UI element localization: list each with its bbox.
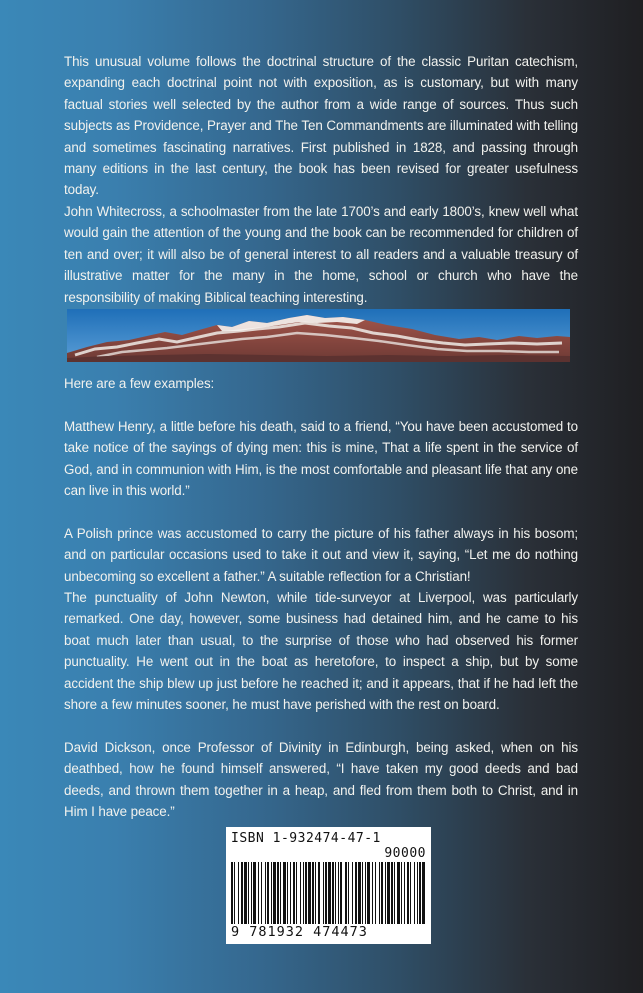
barcode-bar	[365, 862, 366, 924]
barcode-bars	[231, 862, 426, 924]
barcode-bar	[251, 862, 252, 924]
example-text: The punctuality of John Newton, while tide-surveyor at Liverpool, was particularly remarked. One day, however, some business had detained him, and he came to his boat much later than usual, to the surprise of those who had observed his former punctuality. He went out in the boat as heretofore, to inspect a ship, but by some accident the ship blew up just before he reached it; and it appears, that if he had left the shore a few minutes sooner, he must have perished with the rest on board.	[64, 590, 578, 713]
barcode-bar	[271, 862, 272, 924]
barcode-bar	[300, 862, 301, 924]
barcode-bar	[312, 862, 314, 924]
barcode-bar	[375, 862, 376, 924]
examples-heading	[64, 373, 578, 394]
barcode-bar	[231, 862, 233, 924]
barcode-bar	[358, 862, 361, 924]
example-text: Matthew Henry, a little before his death, said to a friend, “You have been accustomed to take notice of the sayings of dying men: this is mine, That a life spent in the service of God, and in communion with Him, is the most comfortable and pleasant life that any one can live in this world.”	[64, 419, 578, 499]
barcode-bar	[244, 862, 247, 924]
description-text: This unusual volume follows the doctrinal structure of the classic Puritan catechism, expanding each doctrinal point not with exposition, as is customary, but with many factual stories well selected by the author from a wide range of sources. Thus such subjects as Providence, Prayer and The Ten Commandments are illuminated with telling and sometimes fascinating narratives. First published in 1828, and passing through many editions in the last century, the book has been revised for greater usefulness today.	[64, 54, 578, 198]
examples-heading-text: Here are a few examples:	[64, 376, 215, 391]
barcode-bar	[258, 862, 259, 924]
barcode-bar	[248, 862, 249, 924]
isbn-number: ISBN 1-932474-47-1	[231, 831, 381, 846]
example-text: A Polish prince was accustomed to carry the picture of his father always in his bosom; and on particular occasions used to take it out and view it, saying, “Let me do nothing unbecoming so excellent a father.” A suitable reflection for a Christian!	[64, 526, 578, 584]
barcode-bar	[328, 862, 331, 924]
barcode-bar	[303, 862, 304, 924]
barcode-bar	[305, 862, 307, 924]
barcode-bar	[367, 862, 370, 924]
example-paragraph	[64, 587, 578, 715]
barcode-bar	[290, 862, 291, 924]
barcode-bar	[296, 862, 297, 924]
barcode-bar	[283, 862, 286, 924]
mountain-photo	[67, 309, 570, 362]
barcode-bar	[287, 862, 288, 924]
barcode-bar	[273, 862, 276, 924]
example-paragraph	[64, 523, 578, 587]
barcode-bar	[318, 862, 320, 924]
barcode-bar	[280, 862, 281, 924]
barcode-bar	[338, 862, 339, 924]
barcode-bar	[381, 862, 383, 924]
barcode-bar	[348, 862, 349, 924]
description-text: John Whitecross, a schoolmaster from the late 1700’s and early 1800’s, knew well what would gain the attention of the young and the book can be recommended for children of ten and over; it will also be of general interest to all readers and a valuable treasury of illustrative matter for the many in the home, school or church who have the responsibility of making Biblical teaching interesting.	[64, 204, 578, 305]
barcode-bar	[261, 862, 262, 924]
barcode-bar	[315, 862, 316, 924]
price-code: 90000	[384, 846, 426, 861]
barcode-bar	[241, 862, 243, 924]
barcode-bar	[407, 862, 409, 924]
barcode-bar	[414, 862, 415, 924]
barcode-bar	[265, 862, 266, 924]
barcode-bar	[277, 862, 279, 924]
barcode-bar	[387, 862, 390, 924]
barcode-bar	[352, 862, 353, 924]
barcode-bar	[345, 862, 347, 924]
barcode-bar	[379, 862, 380, 924]
barcode-bar	[391, 862, 393, 924]
barcode-bar	[355, 862, 357, 924]
example-text: David Dickson, once Professor of Divinity in Edinburgh, being asked, when on his deathbed, how he found himself answered, “I have taken my good deeds and bad deeds, and thrown them together in a heap, and fled from them both to Christ, and in Him I have peace.”	[64, 740, 578, 820]
example-paragraph	[64, 737, 578, 823]
barcode-bar	[404, 862, 405, 924]
barcode-bar	[293, 862, 295, 924]
barcode-bar	[385, 862, 386, 924]
barcode-bar	[325, 862, 327, 924]
barcode-bar	[372, 862, 373, 924]
mountain-landscape-image	[67, 309, 570, 362]
barcode-bar	[234, 862, 235, 924]
barcode-bar	[401, 862, 402, 924]
barcode-bar	[340, 862, 342, 924]
barcode-bar	[308, 862, 311, 924]
barcode-bar	[267, 862, 269, 924]
barcode-bar	[397, 862, 400, 924]
barcode-bar	[253, 862, 256, 924]
barcode-bar	[332, 862, 334, 924]
example-paragraph	[64, 416, 578, 502]
barcode-bar	[410, 862, 411, 924]
barcode-bar	[419, 862, 421, 924]
ean-number: 9 781932 474473	[231, 924, 368, 940]
barcode-bar	[422, 862, 425, 924]
barcode-bar	[238, 862, 239, 924]
barcode-bar	[394, 862, 395, 924]
barcode-bar	[323, 862, 324, 924]
barcode-label	[226, 827, 431, 944]
barcode-bar	[335, 862, 336, 924]
description-paragraph-2	[64, 201, 578, 308]
barcode-bar	[362, 862, 363, 924]
barcode-bar	[417, 862, 418, 924]
description-paragraph-1	[64, 51, 578, 201]
